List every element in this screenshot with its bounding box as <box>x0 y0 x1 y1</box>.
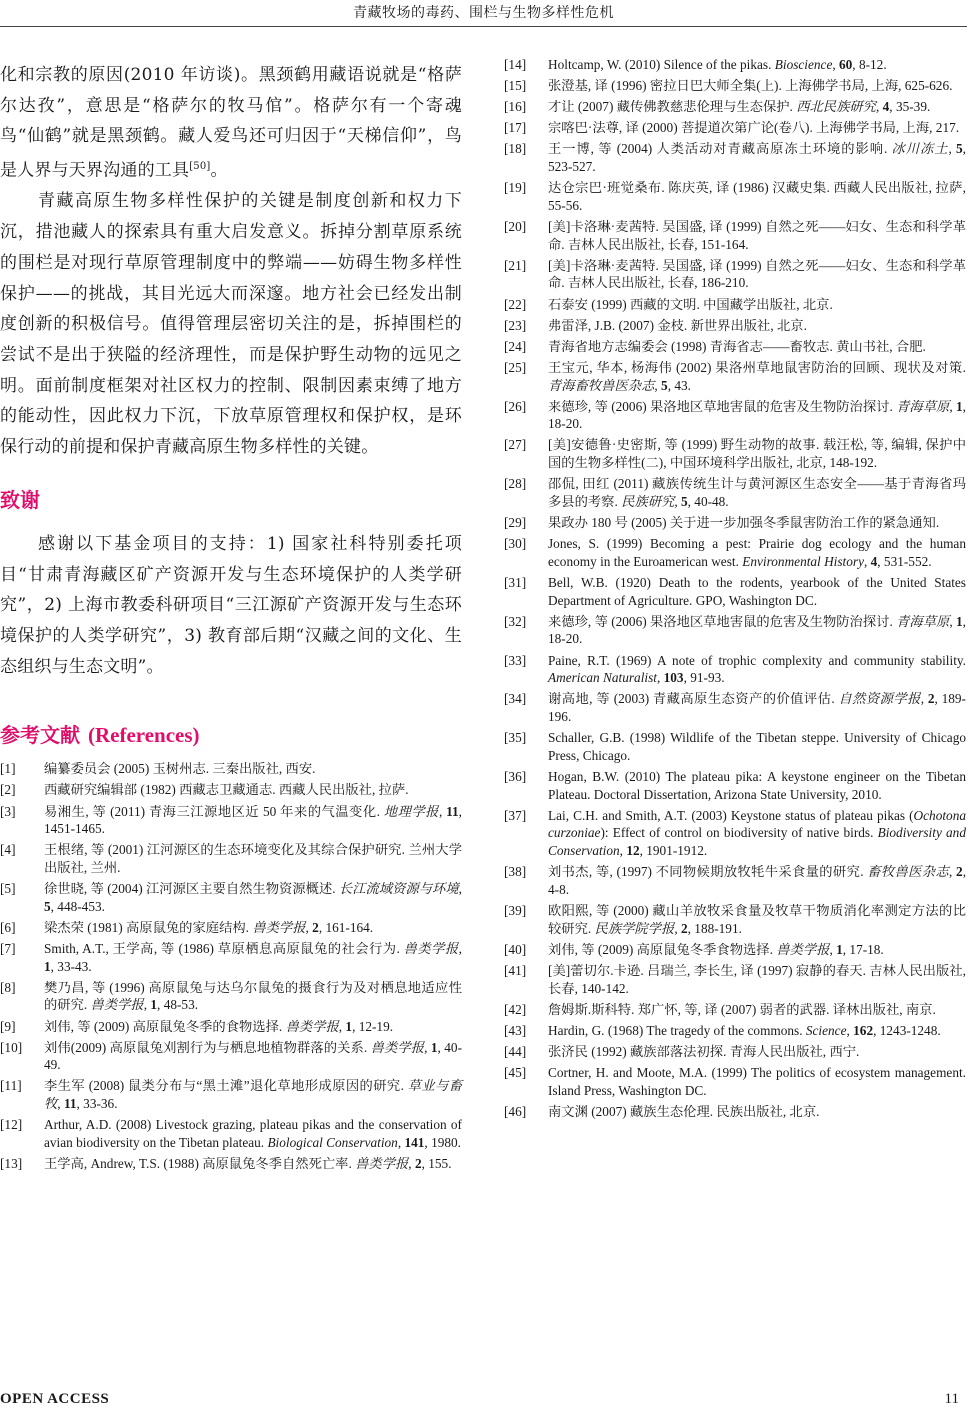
reference-text: Hogan, B.W. (2010) The plateau pika: A keystone engineer on the Tibetan Plateau. Doctoral Dissertation, Arizona State University, 2010. <box>548 768 966 802</box>
reference-text: 果政办 180 号 (2005) 关于进一步加强冬季鼠害防治工作的紧急通知. <box>548 515 940 531</box>
reference-number: [13] <box>0 1156 23 1172</box>
reference-number: [18] <box>504 141 527 157</box>
reference-text: Arthur, A.D. (2008) Livestock grazing, plateau pikas and the conservation of avian biodiversity on the Tibetan plateau. Biological Conservation, 141, 1980. <box>44 1117 462 1150</box>
reference-text: 刘伟, 等 (2009) 高原鼠兔冬季食物选择. 兽类学报, 1, 17-18. <box>548 941 884 957</box>
reference-item <box>504 690 966 725</box>
reference-item <box>504 652 966 687</box>
reference-number: [28] <box>504 476 527 492</box>
reference-item <box>504 475 966 510</box>
reference-text: Lai, C.H. and Smith, A.T. (2003) Keystone status of plateau pikas (Ochotona curzoniae): Effect of control on biodiversity of native birds. Biodiversity and Conservation, 12, 1901-1912. <box>548 807 966 859</box>
reference-item <box>504 574 966 609</box>
reference-text: 刘书杰, 等, (1997) 不同物候期放牧牦牛采食量的研究. 畜牧兽医杂志, 2, 4-8. <box>548 864 967 897</box>
reference-text: 南文渊 (2007) 藏族生态伦理. 民族出版社, 北京. <box>548 1103 820 1119</box>
reference-number: [42] <box>504 1001 527 1017</box>
reference-item <box>504 962 966 997</box>
reference-number: [39] <box>504 903 527 918</box>
footer-page-number: 11 <box>944 1391 959 1407</box>
reference-text: 宗喀巴·法尊, 译 (2000) 菩提道次第广论(卷八). 上海佛学书局, 上海, 217. <box>548 120 960 136</box>
reference-text: 刘伟, 等 (2009) 高原鼠兔冬季的食物选择. 兽类学报, 1, 12-19. <box>44 1018 394 1034</box>
running-header: 青藏牧场的毒药、围栏与生物多样性危机 <box>353 5 614 21</box>
reference-number: [6] <box>0 919 16 935</box>
acknowledgements-text: 感谢以下基金项目的支持：1) 国家社科特别委托项目“甘肃青海藏区矿产资源开发与生态环境保护的人类学研究”，2) 上海市教委科研项目“三江源矿产资源开发与生态环境保护的人类学研究”，3) 教育部后期“汉藏之间的文化、生态组织与生态文明”。 <box>0 533 462 677</box>
reference-item <box>0 880 462 915</box>
reference-item <box>504 56 966 74</box>
references-heading <box>0 719 462 748</box>
header-rule <box>0 26 967 27</box>
paragraph-end: 。 <box>210 160 228 181</box>
reference-item <box>504 338 966 356</box>
reference-item <box>0 1039 462 1074</box>
reference-text: Smith, A.T., 王学高, 等 (1986) 草原栖息高原鼠兔的社会行为. 兽类学报, 1, 33-43. <box>44 940 462 974</box>
reference-item <box>504 514 966 532</box>
reference-item <box>504 729 966 764</box>
reference-text: [美]蕾切尔.卡逊. 吕瑞兰, 李长生, 译 (1997) 寂静的春天. 吉林人民出版社, 长春, 140-142. <box>548 962 966 996</box>
reference-number: [34] <box>504 691 527 707</box>
reference-number: [26] <box>504 398 527 414</box>
reference-number: [41] <box>504 962 527 978</box>
reference-text: Holtcamp, W. (2010) Silence of the pikas. Bioscience, 60, 8-12. <box>548 57 887 72</box>
reference-number: [4] <box>0 842 16 858</box>
reference-number: [29] <box>504 515 527 531</box>
reference-text: 才让 (2007) 藏传佛教慈悲伦理与生态保护. 西北民族研究, 4, 35-39. <box>548 99 931 115</box>
references-heading-en: (References) <box>88 723 200 748</box>
reference-text: Jones, S. (1999) Becoming a pest: Prairie dog ecology and the human economy in the Euroamerican west. Environmental History, 4, 531-552. <box>548 536 966 569</box>
reference-item <box>504 140 966 175</box>
reference-text: [美]卡洛琳·麦茜特. 吴国盛, 译 (1999) 自然之死——妇女、生态和科学革命. 吉林人民出版社, 长春, 186-210. <box>548 257 966 291</box>
reference-text: 青海省地方志编委会 (1998) 青海省志——畜牧志. 黄山书社, 合肥. <box>548 338 926 354</box>
reference-text: Cortner, H. and Moote, M.A. (1999) The politics of ecosystem management. Island Press, Washington DC. <box>548 1064 966 1098</box>
reference-number: [37] <box>504 807 527 823</box>
reference-number: [7] <box>0 940 16 956</box>
reference-item <box>504 1103 966 1121</box>
reference-number: [40] <box>504 941 527 957</box>
reference-number: [9] <box>0 1018 16 1034</box>
reference-item <box>0 940 462 975</box>
reference-number: [44] <box>504 1043 527 1059</box>
reference-item <box>504 902 966 937</box>
reference-item <box>504 98 966 116</box>
reference-text: 谢高地, 等 (2003) 青藏高原生态资产的价值评估. 自然资源学报, 2, 189-196. <box>548 691 966 725</box>
reference-text: 邵侃, 田红 (2011) 藏族传统生计与黄河源区生态安全——基于青海省玛多县的考察. 民族研究, 5, 40-48. <box>548 476 966 509</box>
reference-number: [25] <box>504 359 527 375</box>
reference-number: [43] <box>504 1022 527 1038</box>
reference-item <box>504 941 966 959</box>
reference-item <box>504 1064 966 1099</box>
reference-text: [美]安德鲁·史密斯, 等 (1999) 野生动物的故事. 载汪松, 等, 编辑, 保护中国的生物多样性(二), 中国环境科学出版社, 北京, 148-192. <box>548 437 966 471</box>
reference-item <box>0 1077 462 1112</box>
reference-text: 西藏研究编辑部 (1982) 西藏志卫藏通志. 西藏人民出版社, 拉萨. <box>44 782 409 798</box>
reference-text: 樊乃昌, 等 (1996) 高原鼠兔与达乌尔鼠兔的摄食行为及对栖息地适应性的研究. 兽类学报, 1, 48-53. <box>44 979 462 1013</box>
reference-item <box>504 863 966 898</box>
references-heading-cn: 参考文献 <box>0 723 80 748</box>
reference-number: [46] <box>504 1103 527 1119</box>
reference-item <box>504 119 966 137</box>
reference-text: 詹姆斯.斯科特. 郑广怀, 等, 译 (2007) 弱者的武器. 译林出版社, 南京. <box>548 1001 936 1017</box>
reference-item <box>504 1001 966 1019</box>
paragraph-text: 化和宗教的原因(2010 年访谈)。黑颈鹤用藏语说就是“格萨尔达孜”，意思是“格萨尔的牧马倌”。格萨尔有一个寄魂鸟“仙鹤”就是黑颈鹤。藏人爱鸟还可归因于“天梯信仰”，鸟是人界与天界沟通的工具 <box>0 65 462 181</box>
reference-number: [38] <box>504 864 527 880</box>
reference-text: 欧阳熙, 等 (2000) 藏山羊放牧采食量及牧草干物质消化率测定方法的比较研究. 民族学院学报, 2, 188-191. <box>548 903 966 936</box>
right-column <box>504 56 966 1124</box>
reference-list-left <box>0 760 462 1172</box>
reference-number: [10] <box>0 1039 23 1055</box>
reference-list-right <box>504 56 966 1120</box>
reference-number: [15] <box>504 78 527 94</box>
reference-text: Hardin, G. (1968) The tragedy of the commons. Science, 162, 1243-1248. <box>548 1022 941 1038</box>
reference-item <box>0 1155 462 1173</box>
reference-number: [17] <box>504 120 527 136</box>
reference-item <box>504 1022 966 1040</box>
reference-text: 达仓宗巴·班觉桑布. 陈庆英, 译 (1986) 汉藏史集. 西藏人民出版社, 拉萨, 55-56. <box>548 180 966 213</box>
reference-number: [31] <box>504 574 527 590</box>
reference-number: [8] <box>0 979 16 995</box>
reference-text: 来德珍, 等 (2006) 果洛地区草地害鼠的危害及生物防治探讨. 青海草原, 1, 18-20. <box>548 398 966 432</box>
reference-text: 王根绪, 等 (2001) 江河源区的生态环境变化及其综合保护研究. 兰州大学出版社, 兰州. <box>44 842 462 875</box>
reference-item <box>0 803 462 838</box>
left-column <box>0 60 462 1176</box>
reference-number: [20] <box>504 218 527 234</box>
reference-item <box>504 613 966 648</box>
reference-item <box>504 359 966 394</box>
reference-text: 张济民 (1992) 藏族部落法初探. 青海人民出版社, 西宁. <box>548 1043 860 1059</box>
reference-number: [19] <box>504 180 527 196</box>
reference-text: 刘伟(2009) 高原鼠兔刈割行为与栖息地植物群落的关系. 兽类学报, 1, 40-49. <box>44 1039 463 1073</box>
reference-number: [1] <box>0 761 16 777</box>
reference-item <box>504 436 966 471</box>
reference-item <box>504 398 966 433</box>
reference-text: Bell, W.B. (1920) Death to the rodents, yearbook of the United States Department of Agriculture. GPO, Washington DC. <box>548 574 966 608</box>
reference-text: 徐世晓, 等 (2004) 江河源区主要自然生物资源概述. 长江流域资源与环境, 5, 448-453. <box>44 881 462 914</box>
reference-item <box>504 218 966 253</box>
reference-text: 张澄基, 译 (1996) 密拉日巴大师全集(上). 上海佛学书局, 上海, 625-626. <box>548 78 953 94</box>
reference-text: 王一博, 等 (2004) 人类活动对青藏高原冻土环境的影响. 冰川冻土, 5, 523-527. <box>548 141 966 175</box>
reference-number: [27] <box>504 437 527 453</box>
reference-number: [45] <box>504 1064 527 1080</box>
reference-item <box>0 1116 462 1151</box>
reference-number: [33] <box>504 652 527 668</box>
footer-open-access: OPEN ACCESS <box>0 1391 110 1407</box>
reference-item <box>0 841 462 876</box>
reference-number: [14] <box>504 57 527 72</box>
reference-item <box>504 296 966 314</box>
reference-text: 编纂委员会 (2005) 玉树州志. 三秦出版社, 西安. <box>44 761 316 777</box>
reference-number: [12] <box>0 1117 23 1133</box>
reference-item <box>504 768 966 803</box>
reference-item <box>0 1018 462 1036</box>
reference-text: 李生军 (2008) 鼠类分布与“黑土滩”退化草地形成原因的研究. 草业与畜牧, 11, 33-36. <box>44 1078 462 1112</box>
reference-number: [24] <box>504 338 527 354</box>
reference-text: 易湘生, 等 (2011) 青海三江源地区近 50 年来的气温变化. 地理学报, 11, 1451-1465. <box>44 803 462 837</box>
reference-item <box>504 807 966 860</box>
reference-item <box>504 535 966 570</box>
reference-text: 王学高, Andrew, T.S. (1988) 高原鼠兔冬季自然死亡率. 兽类学报, 2, 155. <box>44 1156 452 1172</box>
reference-number: [35] <box>504 730 527 746</box>
reference-number: [36] <box>504 768 527 784</box>
reference-item <box>504 179 966 214</box>
reference-item <box>0 979 462 1014</box>
reference-text: Schaller, G.B. (1998) Wildlife of the Tibetan steppe. University of Chicago Press, Chicago. <box>548 730 966 763</box>
reference-number: [23] <box>504 317 527 333</box>
acknowledgements-heading: 致谢 <box>0 487 40 512</box>
body-paragraph-2: 青藏高原生物多样性保护的关键是制度创新和权力下沉，措池藏人的探索具有重大启发意义。拆掉分割草原系统的围栏是对现行草原管理制度中的弊端——妨碍生物多样性保护——的挑战，其目光远大而深邃。地方社会已经发出制度创新的积极信号。值得管理层密切关注的是，拆掉围栏的尝试不是出于狭隘的经济理性，而是保护野生动物的远见之明。面前制度框架对社区权力的控制、限制因素束缚了地方的能动性，因此权力下沉，下放草原管理权和保护权，是环保行动的前提和保护青藏高原生物多样性的关键。 <box>0 191 462 458</box>
reference-number: [32] <box>504 613 527 629</box>
reference-number: [21] <box>504 257 527 273</box>
reference-number: [16] <box>504 99 527 115</box>
reference-number: [3] <box>0 803 16 819</box>
reference-number: [11] <box>0 1078 22 1094</box>
citation-superscript: [50] <box>189 161 211 173</box>
reference-text: 弗雷泽, J.B. (2007) 金枝. 新世界出版社, 北京. <box>548 317 807 333</box>
reference-text: 梁杰荣 (1981) 高原鼠兔的家庭结构. 兽类学报, 2, 161-164. <box>44 919 374 935</box>
reference-number: [30] <box>504 536 527 552</box>
reference-text: [美]卡洛琳·麦茜特. 吴国盛, 译 (1999) 自然之死——妇女、生态和科学革命. 吉林人民出版社, 长春, 151-164. <box>548 218 966 252</box>
body-paragraph-1 <box>0 60 462 186</box>
reference-text: 石泰安 (1999) 西藏的文明. 中国藏学出版社, 北京. <box>548 296 833 312</box>
reference-item <box>504 77 966 95</box>
reference-item <box>504 1043 966 1061</box>
reference-item <box>504 317 966 335</box>
reference-item <box>0 781 462 799</box>
reference-number: [5] <box>0 881 16 897</box>
reference-number: [22] <box>504 296 527 312</box>
reference-text: Paine, R.T. (1969) A note of trophic complexity and community stability. American Naturalist, 103, 91-93. <box>548 652 966 686</box>
reference-item <box>0 760 462 778</box>
reference-text: 王宝元, 华本, 杨海伟 (2002) 果洛州草地鼠害防治的回顾、现状及对策. 青海畜牧兽医杂志, 5, 43. <box>548 359 966 393</box>
reference-number: [2] <box>0 782 16 798</box>
reference-item <box>504 257 966 292</box>
reference-text: 来德珍, 等 (2006) 果洛地区草地害鼠的危害及生物防治探讨. 青海草原, 1, 18-20. <box>548 613 966 647</box>
reference-item <box>0 919 462 937</box>
